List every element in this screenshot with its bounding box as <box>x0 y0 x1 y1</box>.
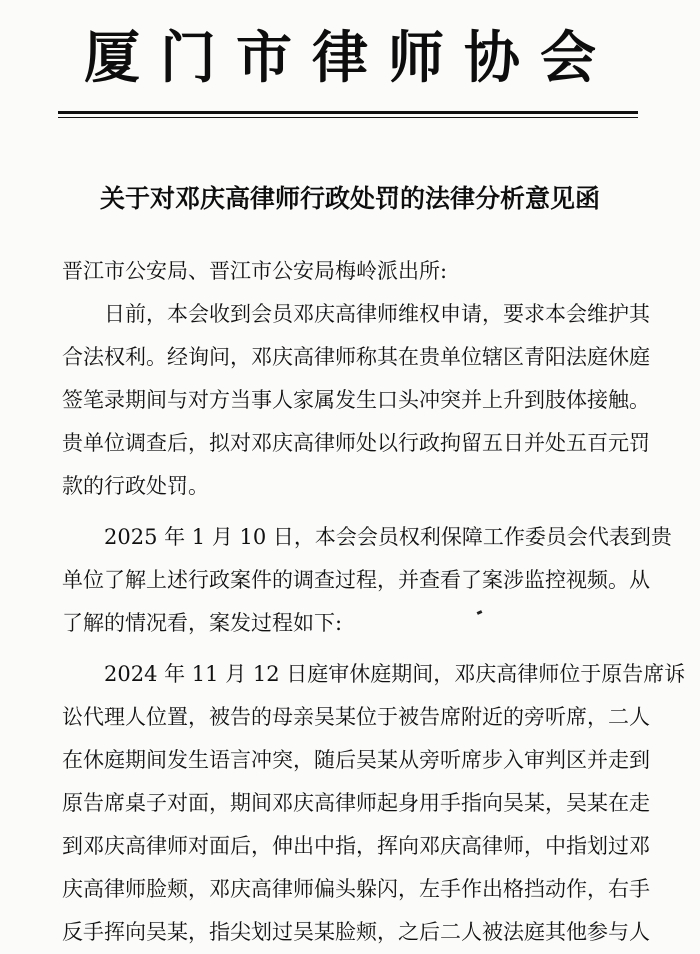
paragraph-line: 单位了解上述行政案件的调查过程，并查看了案涉监控视频。从 <box>62 568 650 592</box>
paragraph-line: 原告席桌子对面，期间邓庆高律师起身用手指向吴某，吴某在走 <box>62 791 650 815</box>
letterhead-divider-thin <box>58 117 638 118</box>
paragraph-2 <box>62 516 672 645</box>
paragraph-line: 在休庭期间发生语言冲突，随后吴某从旁听席步入审判区并走到 <box>62 748 650 772</box>
paragraph-1 <box>62 293 662 508</box>
paragraph-line: 到邓庆高律师对面后，伸出中指，挥向邓庆高律师，中指划过邓 <box>62 834 650 858</box>
paragraph-3 <box>62 653 686 954</box>
paragraph-line: 2024 年 11 月 12 日庭审休庭期间，邓庆高律师位于原告席诉 <box>62 662 686 686</box>
paragraph-line: 反手挥向吴某，指尖划过吴某脸颊，之后二人被法庭其他参与人 <box>62 920 650 944</box>
document-title: 关于对邓庆高律师行政处罚的法律分析意见函 <box>99 184 600 213</box>
paragraph-line: 贵单位调查后，拟对邓庆高律师处以行政拘留五日并处五百元罚 <box>62 431 650 455</box>
paragraph-line: 签笔录期间与对方当事人家属发生口头冲突并上升到肢体接触。 <box>62 388 650 412</box>
paragraph-line: 2025 年 1 月 10 日，本会会员权利保障工作委员会代表到贵 <box>62 525 672 549</box>
paragraph-line: 合法权利。经询问，邓庆高律师称其在贵单位辖区青阳法庭休庭 <box>62 345 650 369</box>
paragraph-line: 讼代理人位置，被告的母亲吴某位于被告席附近的旁听席，二人 <box>62 705 650 729</box>
paragraph-line: 日前，本会收到会员邓庆高律师维权申请，要求本会维护其 <box>62 302 650 326</box>
document-body <box>62 250 686 954</box>
paragraph-line: 款的行政处罚。 <box>62 474 209 498</box>
paragraph-line: 庆高律师脸颊，邓庆高律师偏头躲闪，左手作出格挡动作，右手 <box>62 877 650 901</box>
paragraph-line: 了解的情况看，案发过程如下: <box>62 611 343 635</box>
letterhead-org-name: 厦门市律师协会 <box>84 25 616 91</box>
letterhead-divider-thick <box>58 111 638 114</box>
salutation: 晋江市公安局、晋江市公安局梅岭派出所: <box>62 259 448 283</box>
